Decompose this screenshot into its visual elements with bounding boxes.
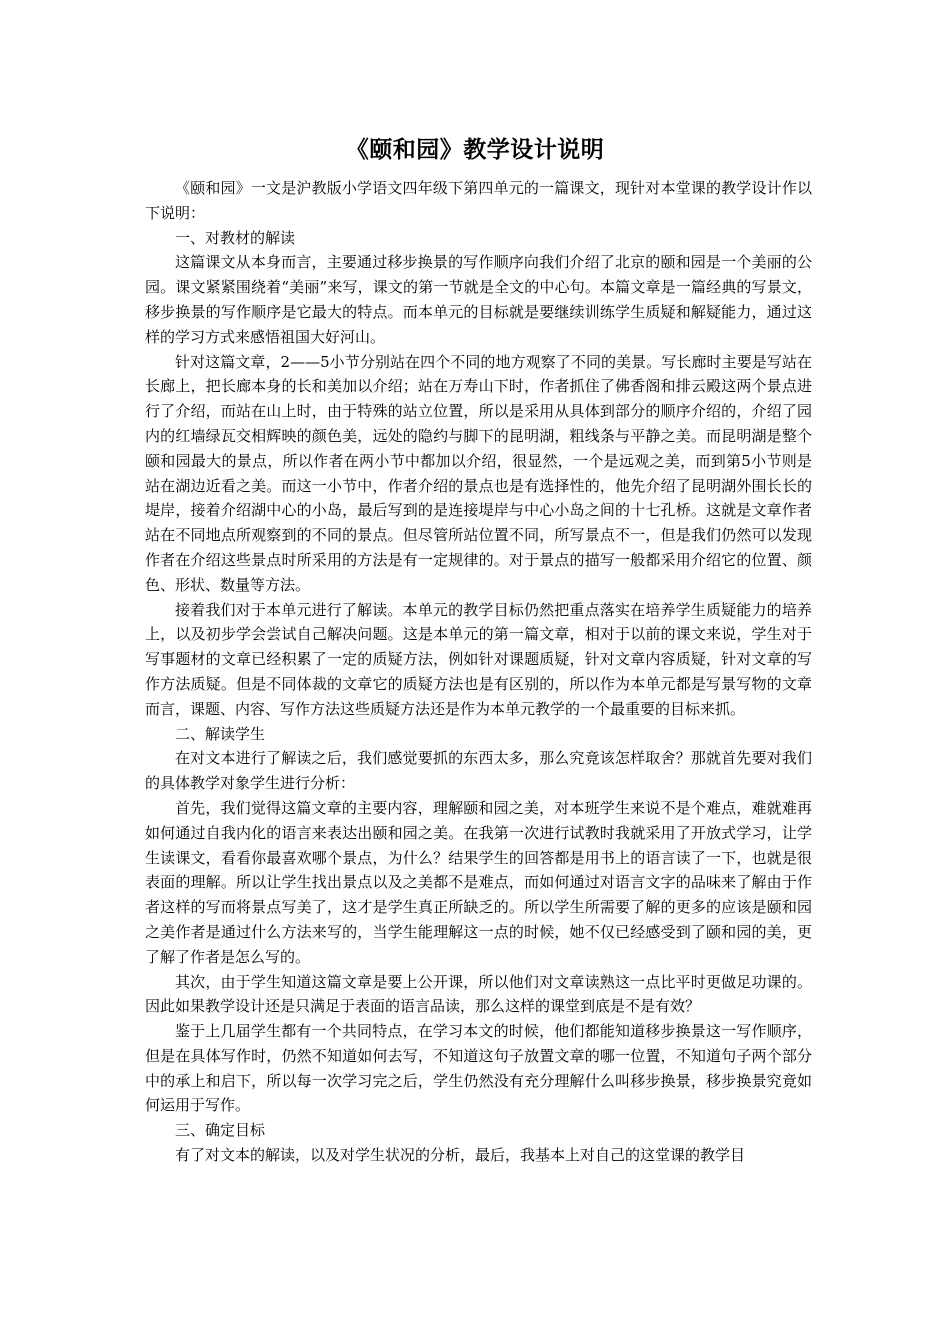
body-paragraph: 在对文本进行了解读之后，我们感觉要抓的东西太多，那么究竟该怎样取舍？那就首先要对我们的具体教学对象学生进行分析： [145,749,812,793]
intro-paragraph: 《颐和园》一文是沪教版小学语文四年级下第四单元的一篇课文，现针对本堂课的教学设计作以下说明： [145,179,812,222]
body-paragraph: 首先，我们觉得这篇文章的主要内容，理解颐和园之美，对本班学生来说不是个难点，难就难再如何通过自我内化的语言来表达出颐和园之美。在我第一次进行试教时我就采用了开放式学习，让学生读课文，看看你最喜欢哪个景点，为什么？结果学生的回答都是用书上的语言读了一下，也就是很表面的理解。所以让学生找出景点以及之美都不是难点，而如何通过对语言文字的品味来了解由于作者这样的写而将景点写美了，这才是学生真正所缺乏的。所以学生所需要了解的更多的应该是颐和园之美作者是通过什么方法来写的，当学生能理解这一点的时候，她不仅已经感受到了颐和园的美，更了解了作者是怎么写的。 [145,798,812,966]
body-paragraph: 针对这篇文章，2——5小节分别站在四个不同的地方观察了不同的美景。写长廊时主要是写站在长廊上，把长廊本身的长和美加以介绍；站在万寿山下时，作者抓住了佛香阁和排云殿这两个景点进行了介绍，而站在山上时，由于特殊的站立位置，所以是采用从具体到部分的顺序介绍的，介绍了园内的红墙绿瓦交相辉映的颜色美，远处的隐约与脚下的昆明湖，粗线条与平静之美。而昆明湖是整个颐和园最大的景点，所以作者在两小节中都加以介绍，很显然，一个是远观之美，而到第5小节则是站在湖边近看之美。而这一小节中，作者介绍的景点也是有选择性的，他先介绍了昆明湖外围长长的堤岸，接着介绍湖中心的小岛，最后写到的是连接堤岸与中心小岛之间的十七孔桥。这就是文章作者站在不同地点所观察到的不同的景点。但尽管所站位置不同，所写景点不一，但是我们仍然可以发现作者在介绍这些景点时所采用的方法是有一定规律的。对于景点的描写一般都采用介绍它的位置、颜色、形状、数量等方法。 [145,352,812,594]
body-paragraph: 接着我们对于本单元进行了解读。本单元的教学目标仍然把重点落实在培养学生质疑能力的培养上，以及初步学会尝试自己解决问题。这是本单元的第一篇文章，相对于以前的课文来说，学生对于写事题材的文章已经积累了一定的质疑方法，例如针对课题质疑，针对文章内容质疑，针对文章的写作方法质疑。但是不同体裁的文章它的质疑方法也是有区别的，所以作为本单元都是写景写物的文章而言，课题、内容、写作方法这些质疑方法还是作为本单元教学的一个最重要的目标来抓。 [145,600,812,718]
document-title: 《颐和园》教学设计说明 [345,136,605,163]
body-paragraph: 这篇课文从本身而言，主要通过移步换景的写作顺序向我们介绍了北京的颐和园是一个美丽的公园。课文紧紧围绕着“美丽”来写，课文的第一节就是全文的中心句。本篇文章是一篇经典的写景文，移步换景的写作顺序是它最大的特点。而本单元的目标就是要继续训练学生质疑和解疑能力，通过这样的学习方式来感悟祖国大好河山。 [145,253,812,346]
section-heading-students: 二、解读学生 [175,724,266,743]
section-heading-textbook: 一、对教材的解读 [175,228,296,247]
body-paragraph: 鉴于上几届学生都有一个共同特点，在学习本文的时候，他们都能知道移步换景这一写作顺序，但是在具体写作时，仍然不知道如何去写，不知道这句子放置文章的哪一位置，不知道句子两个部分中的承上和启下，所以每一次学习完之后，学生仍然没有充分理解什么叫移步换景，移步换景究竟如何运用于写作。 [145,1022,812,1115]
body-paragraph: 其次，由于学生知道这篇文章是要上公开课，所以他们对文章读熟这一点比平时更做足功课的。因此如果教学设计还是只满足于表面的语言品读，那么这样的课堂到底是不是有效？ [145,972,812,1016]
section-heading-goals: 三、确定目标 [175,1121,266,1140]
body-paragraph: 有了对文本的解读，以及对学生状况的分析，最后，我基本上对自己的这堂课的教学目 [175,1146,746,1165]
document-body [145,176,812,1168]
